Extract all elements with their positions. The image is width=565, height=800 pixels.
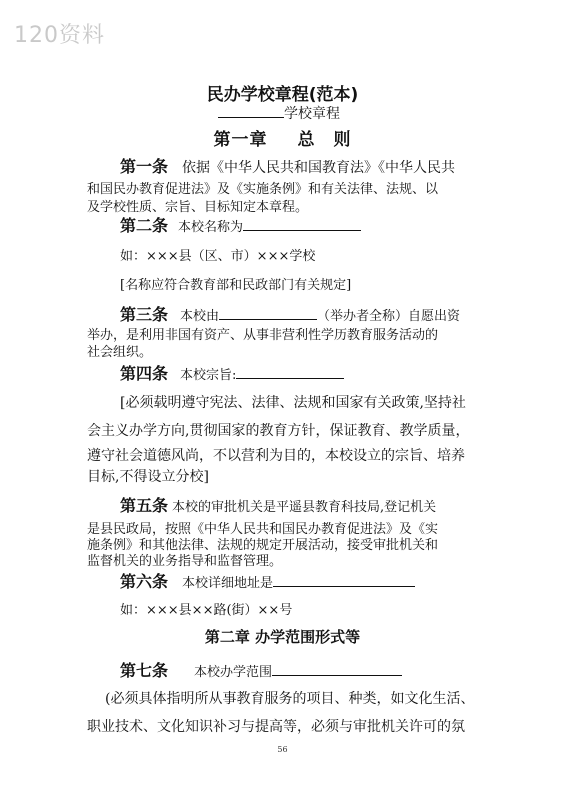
article-5-heading: 第五条 [120, 496, 169, 515]
article-4-line [120, 361, 344, 384]
article-3-text-a: 本校由 [180, 309, 220, 324]
article-5-line-3: 施条例》和其他法律、法规的规定开展活动，接受审批机关和 [87, 538, 439, 553]
article-1-heading: 第一条 [120, 157, 169, 176]
article-2-text: 本校名称为 [178, 220, 244, 235]
article-3-line-3: 社会组织。 [87, 345, 153, 360]
chapter-1-heading [0, 125, 565, 150]
article-2-line [120, 213, 361, 236]
article-5-line-2: 是县民政局，按照《中华人民共和国民办教育促进法》及《实 [87, 522, 439, 537]
article-1-first-line [120, 154, 455, 177]
article-5-line-4: 监督机关的业务指导和监督管理。 [87, 554, 283, 569]
article-6-text: 本校详细地址是 [182, 576, 274, 591]
article-3-text-b: （举办者全称）自愿出资 [317, 309, 461, 324]
scope-field [272, 674, 402, 676]
article-4-text: 本校宗旨: [180, 368, 237, 383]
school-name-blank [218, 116, 284, 118]
article-7-note-1: (必须具体指明所从事教育服务的项目、种类，如文化生活、 [105, 691, 475, 707]
article-4-note-2: 会主义办学方向,贯彻国家的教育方针，保证教育、教学质量， [87, 423, 470, 439]
article-6-heading: 第六条 [120, 572, 169, 591]
article-2-heading: 第二条 [120, 216, 169, 235]
school-name-field [243, 229, 361, 231]
article-5-first-line [120, 493, 436, 516]
school-name-line [218, 103, 340, 123]
article-1-text: 依据《中华人民共和国教育法》《中华人民共 [182, 160, 456, 176]
document-title: 民办学校章程(范本) [206, 85, 359, 105]
article-7-line [120, 658, 402, 681]
subtitle-suffix: 学校章程 [284, 106, 340, 122]
article-4-note-1: [必须载明遵守宪法、法律、法规和国家有关政策,坚持社 [120, 395, 466, 411]
article-2-note: [名称应符合教育部和民政部门有关规定] [120, 278, 352, 293]
page-number: 56 [277, 745, 288, 754]
address-field [273, 585, 415, 587]
article-5-text: 本校的审批机关是平遥县教育科技局,登记机关 [172, 500, 437, 515]
chapter-1-number: 第一章 [213, 130, 268, 150]
article-3-heading: 第三条 [120, 305, 169, 324]
article-7-note-2: 职业技术、文化知识补习与提高等，必须与审批机关许可的氛 [87, 719, 465, 735]
chapter-1-title: 总 则 [297, 130, 352, 150]
article-1-line-3: 及学校性质、宗旨、目标知定本章程。 [87, 200, 309, 215]
article-4-note-4: 目标,不得设立分校] [87, 469, 209, 485]
article-7-text: 本校办学范围 [194, 665, 273, 680]
article-1-line-2: 和国民办教育促进法》及《实施条例》和有关法律、法规、以 [87, 182, 439, 197]
school-purpose-field [236, 377, 344, 379]
article-3-first-line [120, 302, 460, 325]
article-3-line-2: 举办，是利用非国有资产、从事非营利性学历教育服务活动的 [87, 328, 439, 343]
article-4-note-3: 遵守社会道德风尚，不以营利为目的，本校设立的宗旨、培养 [87, 448, 465, 464]
article-4-heading: 第四条 [120, 364, 169, 383]
article-6-example: 如：×××县××路(街）××号 [120, 603, 293, 618]
chapter-2-heading: 第二章 办学范围形式等 [204, 628, 361, 646]
article-6-line [120, 569, 415, 592]
article-2-example: 如：×××县（区、市）×××学校 [120, 249, 316, 264]
watermark: 120资料 [14, 23, 105, 48]
article-7-heading: 第七条 [120, 661, 169, 680]
sponsor-name-field [219, 318, 317, 320]
